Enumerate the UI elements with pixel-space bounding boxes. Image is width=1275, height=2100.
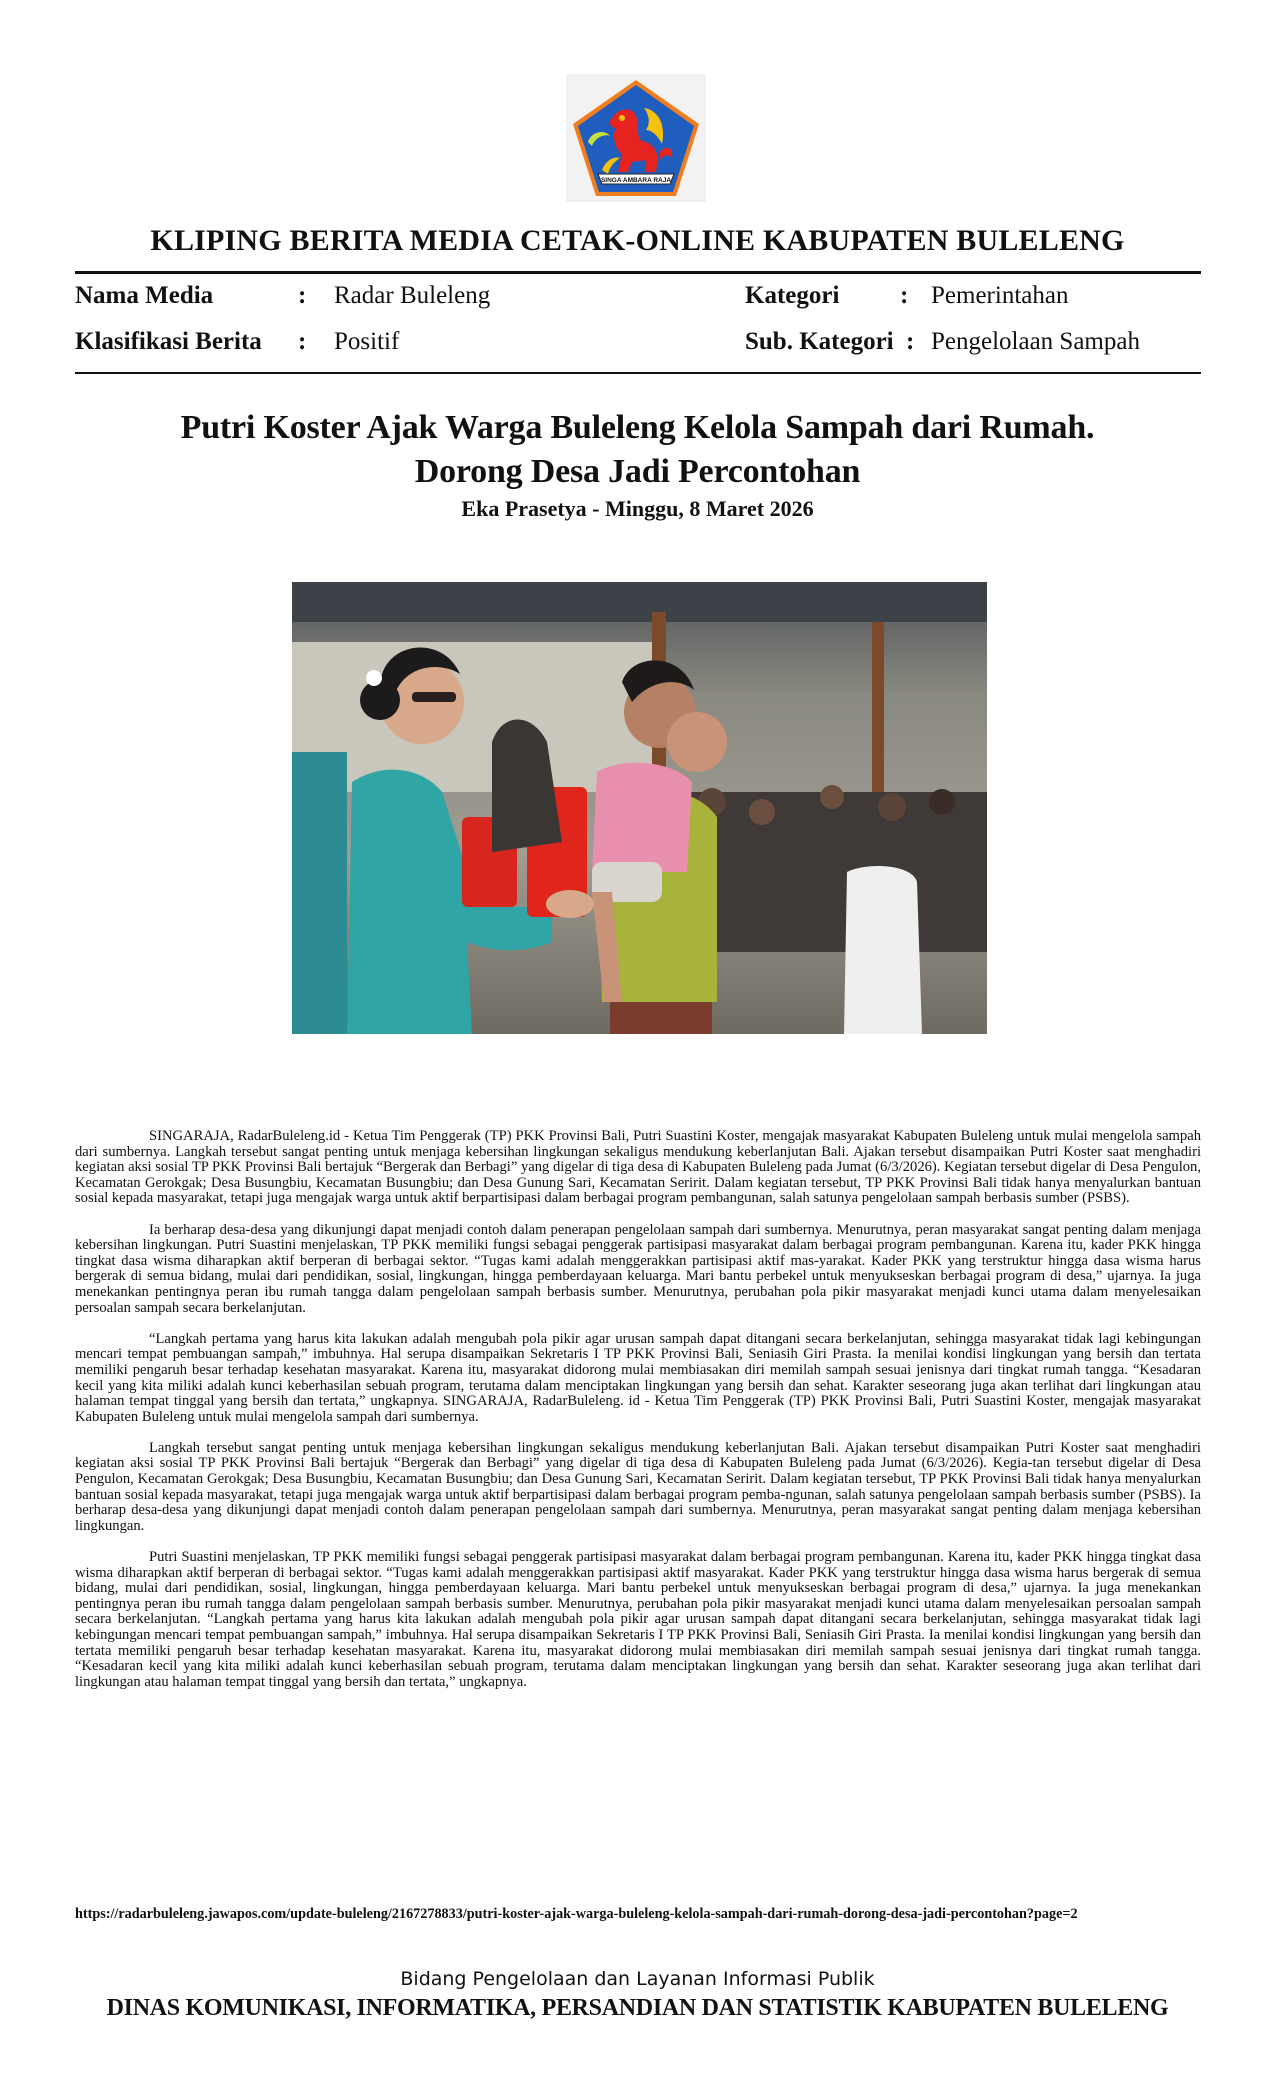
nama-media-colon: : bbox=[298, 282, 307, 309]
headline-line-2: Dorong Desa Jadi Percontohan bbox=[414, 453, 861, 490]
kategori-value: Pemerintahan bbox=[931, 282, 1069, 309]
article-photo bbox=[292, 582, 987, 1034]
nama-media-label: Nama Media bbox=[75, 282, 214, 309]
header-bottom-rule bbox=[75, 372, 1201, 374]
crest-motto: SINGA AMBARA RAJA bbox=[600, 177, 672, 184]
document-title: KLIPING BERITA MEDIA CETAK-ONLINE KABUPATEN BULELENG bbox=[150, 224, 1125, 257]
article-headline bbox=[0, 406, 1275, 494]
source-url-link[interactable]: https://radarbuleleng.jawapos.com/update-buleleng/2167278833/putri-koster-ajak-warga-buleleng-kelola-sampah-dari-rumah-dorong-desa-jadi-percontohan?page=2 bbox=[75, 1906, 1078, 1922]
nama-media-value: Radar Buleleng bbox=[334, 282, 491, 309]
article-paragraph: Langkah tersebut sangat penting untuk menjaga kebersihan lingkungan sekaligus mendukung keberlanjutan Bali. Ajakan tersebut disampaikan Putri Koster saat menghadiri kegiatan aksi sosial TP PKK Provinsi Bali bertajuk “Bergerak dan Berbagi” yang digelar di tiga desa di Kabupaten Buleleng pada Jumat (6/3/2026). Kegia-tan tersebut digelar di Desa Pengulon, Kecamatan Gerokgak; Desa Busungbiu, Kecamatan Busungbiu; dan Desa Gunung Sari, Kecamatan Seririt. Dalam kegiatan tersebut, TP PKK Provinsi Bali tidak hanya menyalurkan bantuan sosial kepada masyarakat, tetapi juga mengajak warga untuk aktif berpartisipasi dalam berbagai program pemba-ngunan, salah satunya pengelolaan sampah berbasis sumber (PSBS). Ia berharap desa-desa yang dikunjungi dapat menjadi contoh dalam penerapan pengelolaan sampah dari sumbernya. Menurutnya, peran masyarakat sangat penting dalam menjaga kebersihan lingkungan. bbox=[75, 1439, 1201, 1534]
article-paragraph: Putri Suastini menjelaskan, TP PKK memiliki fungsi sebagai penggerak partisipasi masyarakat dalam berbagai program pembangunan. Karena itu, kader PKK hingga tingkat dasa wisma diharapkan aktif berperan di berbagai sektor. “Tugas kami adalah menggerakkan partisipasi aktif masyarakat. Kader PKK yang terstruktur hingga dasa wisma harus bergerak di semua bidang, mulai dari pendidikan, sosial, lingkungan, hingga pemberdayaan keluarga. Mari bantu perbekel untuk menyukseskan berbagai program di desa,” ujarnya. Ia juga menekankan pentingnya peran ibu rumah tangga dalam pengelolaan sampah berbasis sumber. Menurutnya, perubahan pola pikir masyarakat menjadi kunci utama dalam menyelesaikan persoalan sampah secara berkelanjutan. “Langkah pertama yang harus kita lakukan adalah mengubah pola pikir agar urusan sampah dapat ditangani secara berkelanjutan, sehingga masyarakat tidak lagi kebingungan mencari tempat pembuangan sampah,” imbuhnya. Hal serupa disampaikan Sekretaris I TP PKK Provinsi Bali, Seniasih Giri Prasta. Ia menilai kondisi lingkungan yang bersih dan tertata memiliki pengaruh besar terhadap kesehatan masyarakat. Karena itu, masyarakat didorong mulai membiasakan diri memilah sampah sesuai jenisnya dari tingkat rumah tangga. “Kesadaran kecil yang kita miliki adalah kunci keberhasilan sebuah program, terutama dalam menciptakan lingkungan yang bersih dan sehat. Karakter seseorang juga akan terlihat dari lingkungan atau halaman tempat tinggal yang bersih dan tertata,” ungkapnya. bbox=[75, 1549, 1201, 1690]
sub-kategori-colon: : bbox=[906, 328, 915, 355]
article-paragraph: “Langkah pertama yang harus kita lakukan adalah mengubah pola pikir agar urusan sampah dapat ditangani secara berkelanjutan, sehingga masyarakat tidak lagi kebingungan mencari tempat pembuangan sampah,” imbuhnya. Hal serupa disampaikan Sekretaris I TP PKK Provinsi Bali, Seniasih Giri Prasta. Ia menilai kondisi lingkungan yang bersih dan tertata memiliki pengaruh besar terhadap kesehatan masyarakat. Karena itu, masyarakat didorong mulai membiasakan diri memilah sampah sesuai jenisnya dari tingkat rumah tangga. “Kesadaran kecil yang kita miliki adalah kunci keberhasilan sebuah program, terutama dalam menciptakan lingkungan yang bersih dan sehat. Karakter seseorang juga akan terlihat dari lingkungan atau halaman tempat tinggal yang bersih dan tertata,” ungkapnya. SINGARAJA, RadarBuleleng. id - Ketua Tim Penggerak (TP) PKK Provinsi Bali, Putri Suastini Koster, mengajak masyarakat Kabupaten Buleleng untuk mulai mengelola sampah dari sumbernya. bbox=[75, 1330, 1201, 1425]
header-top-rule bbox=[75, 271, 1201, 274]
article-body bbox=[75, 1129, 1201, 1706]
crest-graphic bbox=[566, 74, 706, 202]
article-paragraph: Ia berharap desa-desa yang dikunjungi dapat menjadi contoh dalam penerapan pengelolaan sampah dari sumbernya. Menurutnya, peran masyarakat sangat penting dalam menjaga kebersihan lingkungan. Putri Suastini menjelaskan, TP PKK memiliki fungsi sebagai penggerak partisipasi masyarakat dalam berbagai program pembangunan. Karena itu, kader PKK hingga tingkat dasa wisma diharapkan aktif berperan di berbagai sektor. “Tugas kami adalah menggerakkan partisipasi aktif mas-yarakat. Kader PKK yang terstruktur hingga dasa wisma harus bergerak di semua bidang, mulai dari pendidikan, sosial, lingkungan, hingga pemberdayaan keluarga. Mari bantu perbekel untuk menyukseskan berbagai program di desa,” ujarnya. Ia juga menekankan pentingnya peran ibu rumah tangga dalam pengelolaan sampah berbasis sumber. Menurutnya, perubahan pola pikir masyarakat menjadi kunci utama dalam menyelesaikan persoalan sampah secara berkelanjutan. bbox=[75, 1221, 1201, 1316]
klasifikasi-label: Klasifikasi Berita bbox=[75, 328, 262, 355]
meta-row-nama-media bbox=[0, 281, 1275, 311]
photo-illustration bbox=[292, 582, 987, 1034]
footer-division: Bidang Pengelolaan dan Layanan Informasi Publik bbox=[400, 1968, 875, 1990]
klasifikasi-value: Positif bbox=[334, 328, 400, 355]
headline-line-1: Putri Koster Ajak Warga Buleleng Kelola Sampah dari Rumah. bbox=[180, 409, 1095, 446]
article-byline: Eka Prasetya - Minggu, 8 Maret 2026 bbox=[461, 496, 814, 521]
sub-kategori-value: Pengelolaan Sampah bbox=[931, 328, 1140, 355]
article-paragraph: SINGARAJA, RadarBuleleng.id - Ketua Tim Penggerak (TP) PKK Provinsi Bali, Putri Suastini Koster, mengajak masyarakat Kabupaten Buleleng untuk mulai mengelola sampah dari sumbernya. Langkah tersebut sangat penting untuk menjaga kebersihan lingkungan sekaligus mendukung keberlanjutan Bali. Ajakan tersebut disampaikan Putri Koster saat menghadiri kegiatan aksi sosial TP PKK Provinsi Bali bertajuk “Bergerak dan Berbagi” yang digelar di tiga desa di Kabupaten Buleleng pada Jumat (6/3/2026). Kegiatan tersebut digelar di Desa Pengulon, Kecamatan Gerokgak; Desa Busungbiu, Kecamatan Busungbiu; dan Desa Gunung Sari, Kecamatan Seririt. Dalam kegiatan tersebut, TP PKK Provinsi Bali tidak hanya menyalurkan bantuan sosial kepada masyarakat, tetapi juga mengajak warga untuk aktif berpartisipasi dalam berbagai program pembangunan, salah satunya pengelolaan sampah berbasis sumber (PSBS). bbox=[75, 1128, 1202, 1207]
kategori-colon: : bbox=[900, 282, 909, 309]
buleleng-regency-crest-icon bbox=[566, 74, 706, 202]
footer-agency: DINAS KOMUNIKASI, INFORMATIKA, PERSANDIAN DAN STATISTIK KABUPATEN BULELENG bbox=[106, 1995, 1169, 2021]
meta-row-klasifikasi bbox=[0, 327, 1275, 357]
kategori-label: Kategori bbox=[745, 282, 840, 309]
klasifikasi-colon: : bbox=[298, 328, 307, 355]
sub-kategori-label: Sub. Kategori bbox=[745, 328, 894, 355]
